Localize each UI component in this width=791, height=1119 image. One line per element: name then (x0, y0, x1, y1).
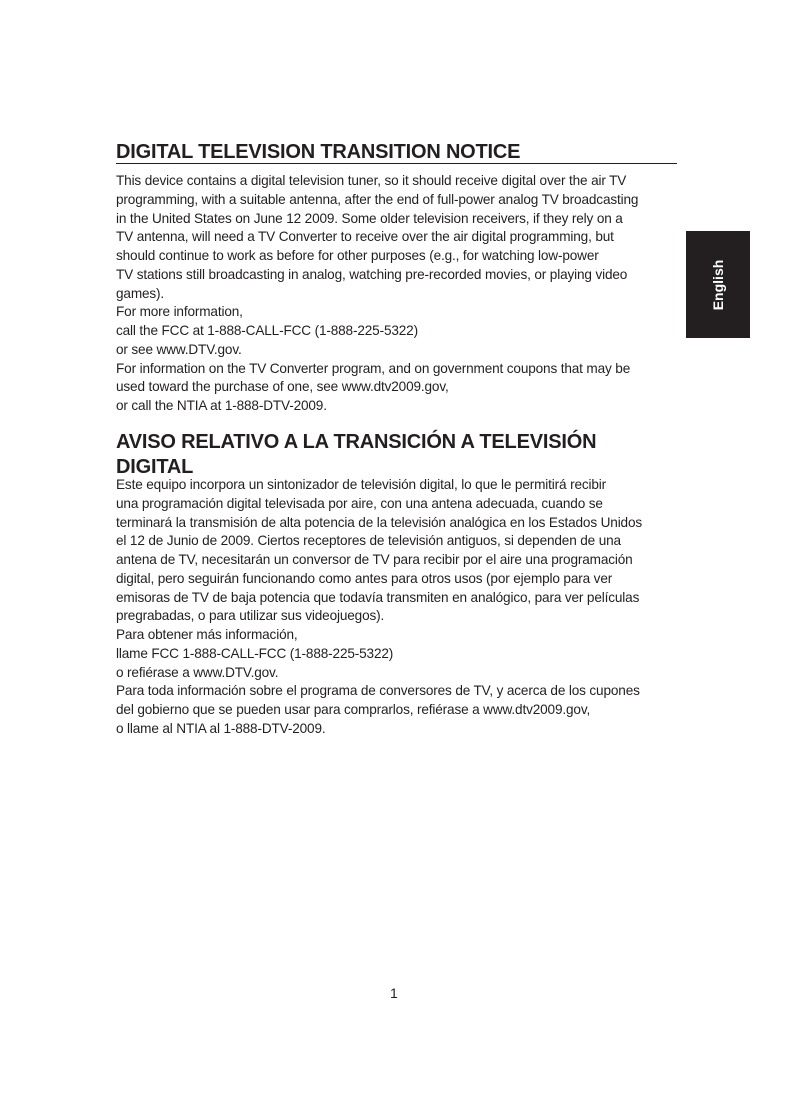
paragraph-line: antena de TV, necesitarán un conversor de TV para recibir por el aire una programación (116, 552, 633, 567)
paragraph-line: pregrabadas, o para utilizar sus videojuegos). (116, 608, 385, 624)
english-body (116, 172, 686, 416)
page-number: 1 (390, 985, 398, 1001)
language-tab-label: English (710, 259, 726, 310)
paragraph-line: Este equipo incorpora un sintonizador de televisión digital, lo que le permitirá recibir (116, 477, 607, 492)
paragraph-line: del gobierno que se pueden usar para comprarlos, refiérase a www.dtv2009.gov, (116, 702, 591, 717)
language-tab-english (686, 231, 750, 338)
paragraph-line: should continue to work as before for other purposes (e.g., for watching low-power (116, 248, 599, 263)
paragraph-line: una programación digital televisada por aire, con una antena adecuada, cuando se (116, 495, 603, 511)
heading-rule (116, 163, 677, 164)
paragraph-line: For information on the TV Converter program, and on government coupons that may be (116, 360, 631, 376)
paragraph-line: This device contains a digital television tuner, so it should receive digital over the air TV (116, 173, 627, 188)
spanish-heading-line-2: DIGITAL (116, 456, 194, 478)
paragraph-line: programming, with a suitable antenna, after the end of full-power analog TV broadcasting (116, 191, 639, 207)
paragraph-line: in the United States on June 12 2009. Some older television receivers, if they rely on a (116, 210, 623, 226)
paragraph-line: TV antenna, will need a TV Converter to receive over the air digital programming, but (116, 229, 614, 245)
paragraph-line: emisoras de TV de baja potencia que todavía transmiten en analógico, para ver películas (116, 589, 640, 605)
paragraph-line: Para obtener más información, (116, 627, 298, 642)
paragraph-line: or see www.DTV.gov. (116, 341, 242, 357)
spanish-heading-line-1: AVISO RELATIVO A LA TRANSICIÓN A TELEVISIÓN (116, 431, 597, 453)
paragraph-line: used toward the purchase of one, see www.dtv2009.gov, (116, 379, 449, 395)
paragraph-line: For more information, (116, 304, 243, 320)
paragraph-line: or call the NTIA at 1-888-DTV-2009. (116, 398, 327, 413)
paragraph-line: call the FCC at 1-888-CALL-FCC (1-888-225-5322) (116, 323, 418, 338)
paragraph-line: games). (116, 285, 165, 301)
english-heading: DIGITAL TELEVISION TRANSITION NOTICE (116, 141, 521, 163)
paragraph-line: llame FCC 1-888-CALL-FCC (1-888-225-5322) (116, 645, 394, 661)
paragraph-line: TV stations still broadcasting in analog, watching pre-recorded movies, or playing video (116, 266, 628, 282)
paragraph-line: el 12 de Junio de 2009. Ciertos receptores de televisión antiguos, si dependen de una (116, 533, 621, 549)
spanish-body (116, 476, 686, 739)
paragraph-line: o refiérase a www.DTV.gov. (116, 664, 279, 680)
paragraph-line: terminará la transmisión de alta potencia de la televisión analógica en los Estados Unidos (116, 514, 643, 530)
paragraph-line: Para toda información sobre el programa de conversores de TV, y acerca de los cupones (116, 683, 640, 699)
paragraph-line: digital, pero seguirán funcionando como antes para otros usos (por ejemplo para ver (116, 570, 613, 586)
paragraph-line: o llame al NTIA al 1-888-DTV-2009. (116, 720, 326, 736)
